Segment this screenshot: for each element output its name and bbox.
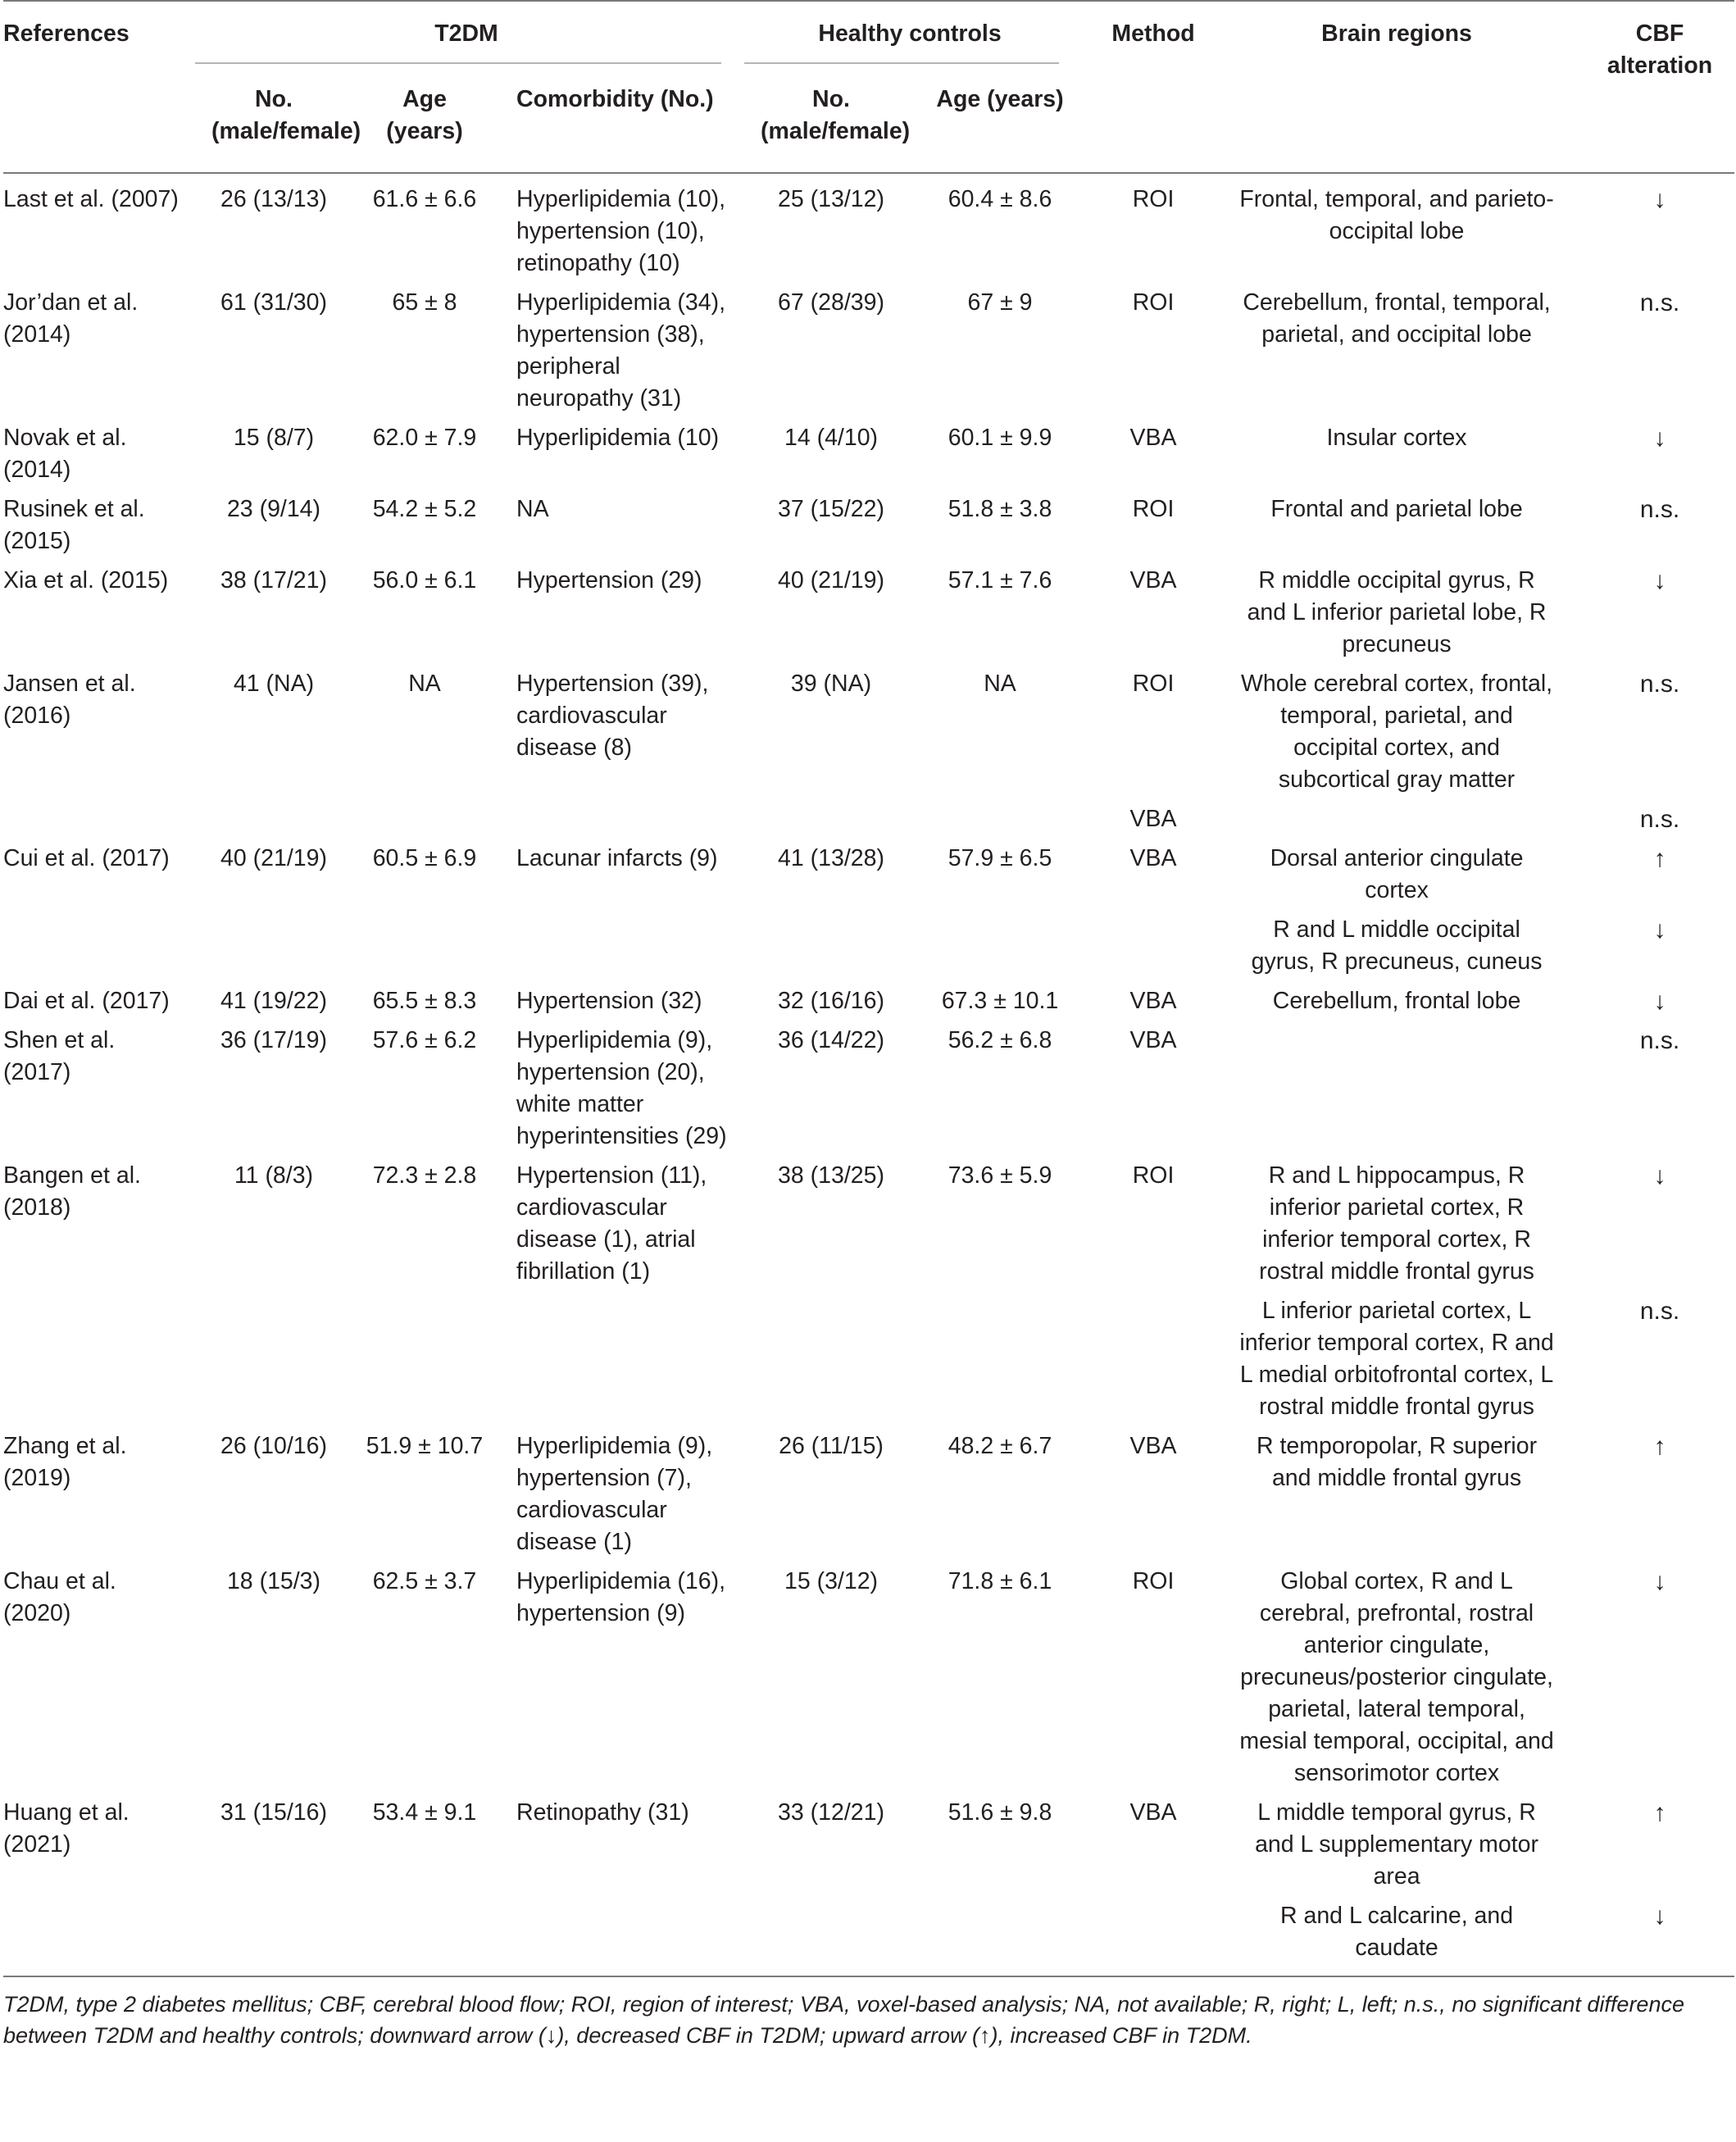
cell-hc-no: 36 (14/22) — [778, 1027, 884, 1053]
cell-cbf-alteration: n.s. — [1639, 671, 1680, 698]
header-cbf-alteration: CBF alteration — [1606, 20, 1713, 79]
cell-brain-regions: Global cortex, R and L cerebral, prefrontal, rostral anterior cingulate, precuneus/posterior cingulate, parietal, lateral temporal, mesial temporal, occipital, and sensorimotor cortex — [1239, 1568, 1554, 1786]
table-header — [3, 1, 1734, 173]
cell-method — [1079, 1897, 1228, 1976]
cell-cbf-alteration: n.s. — [1639, 1298, 1680, 1325]
cell-method: VBA — [1129, 425, 1177, 451]
cell-t2dm-age: 54.2 ± 5.2 — [372, 496, 477, 522]
cell-hc-no — [741, 1292, 921, 1427]
cell-method: VBA — [1129, 1799, 1177, 1826]
cell-method: VBA — [1129, 806, 1177, 832]
cell-hc-age: 60.1 ± 9.9 — [948, 425, 1052, 451]
cell-reference — [3, 911, 192, 982]
table-body — [3, 173, 1734, 1976]
cell-hc-age: 51.8 ± 3.8 — [948, 496, 1052, 522]
cell-t2dm-no: 36 (17/19) — [220, 1027, 327, 1053]
cell-brain-regions: L middle temporal gyrus, R and L supplementary motor area — [1255, 1799, 1538, 1890]
cell-comorbidity: Hypertension (11), cardiovascular disease (1), atrial fibrillation (1) — [516, 1162, 707, 1285]
cell-brain-regions: Whole cerebral cortex, frontal, temporal, parietal, and occipital cortex, and subcortical gray matter — [1240, 671, 1553, 793]
table-row — [3, 982, 1734, 1021]
cell-reference: Novak et al. (2014) — [3, 425, 127, 483]
cell-t2dm-age: 72.3 ± 2.8 — [372, 1162, 477, 1189]
cell-brain-regions: L inferior parietal cortex, L inferior temporal cortex, R and L medial orbitofrontal cortex, L rostral middle frontal gyrus — [1239, 1298, 1554, 1420]
cell-cbf-alteration: n.s. — [1639, 1027, 1680, 1054]
table-row — [3, 1292, 1734, 1427]
cell-t2dm-no: 26 (10/16) — [220, 1433, 327, 1459]
cell-reference — [3, 1897, 192, 1976]
cell-t2dm-age: 61.6 ± 6.6 — [372, 186, 477, 212]
cell-hc-no — [741, 800, 921, 839]
cell-t2dm-no — [192, 1897, 356, 1976]
cell-reference: Dai et al. (2017) — [3, 988, 170, 1014]
header-brain-regions: Brain regions — [1321, 20, 1472, 47]
cell-comorbidity: Hypertension (29) — [516, 567, 702, 593]
cell-brain-regions: Insular cortex — [1326, 425, 1467, 451]
cell-t2dm-age: 60.5 ± 6.9 — [372, 845, 477, 871]
cell-t2dm-no: 11 (8/3) — [234, 1162, 314, 1189]
cell-t2dm-age: 51.9 ± 10.7 — [366, 1433, 484, 1459]
cell-t2dm-no — [192, 1292, 356, 1427]
cbf-studies-table — [3, 0, 1734, 1977]
cell-brain-regions: Frontal and parietal lobe — [1270, 496, 1523, 522]
cell-t2dm-age — [356, 1292, 493, 1427]
cell-reference: Jansen et al. (2016) — [3, 671, 136, 729]
cell-hc-age — [921, 800, 1079, 839]
cell-method: ROI — [1132, 1568, 1175, 1594]
cell-hc-no — [741, 1897, 921, 1976]
cell-comorbidity: Hyperlipidemia (9), hypertension (20), white matter hyperintensities (29) — [516, 1027, 727, 1149]
cell-comorbidity: Hyperlipidemia (9), hypertension (7), cardiovascular disease (1) — [516, 1433, 713, 1555]
cell-reference: Bangen et al. (2018) — [3, 1162, 141, 1221]
cell-hc-no: 67 (28/39) — [778, 289, 884, 316]
cell-brain-regions: R temporopolar, R superior and middle frontal gyrus — [1256, 1433, 1538, 1491]
table-row — [3, 562, 1734, 665]
cell-reference: Shen et al. (2017) — [3, 1027, 116, 1085]
cell-hc-age: NA — [984, 671, 1016, 697]
cell-t2dm-no — [192, 800, 356, 839]
header-method: Method — [1111, 20, 1195, 47]
cell-comorbidity: Hypertension (39), cardiovascular disease (8) — [516, 671, 709, 761]
cell-hc-age — [921, 1897, 1079, 1976]
cell-method — [1079, 1292, 1228, 1427]
cell-hc-age: 56.2 ± 6.8 — [948, 1027, 1052, 1053]
cell-comorbidity: Hyperlipidemia (16), hypertension (9) — [516, 1568, 726, 1626]
cell-cbf-alteration: n.s. — [1639, 289, 1680, 316]
cell-hc-no: 39 (NA) — [790, 671, 872, 697]
table-row — [3, 665, 1734, 800]
cell-hc-no: 41 (13/28) — [778, 845, 884, 871]
table-row — [3, 1562, 1734, 1794]
cell-hc-age: 71.8 ± 6.1 — [948, 1568, 1052, 1594]
cell-cbf-alteration: ↑ — [1653, 845, 1666, 872]
cell-reference: Jor’dan et al. (2014) — [3, 289, 139, 348]
cell-t2dm-age — [356, 911, 493, 982]
cell-cbf-alteration: ↓ — [1653, 567, 1666, 594]
cell-reference: Cui et al. (2017) — [3, 845, 170, 871]
cell-cbf-alteration: ↑ — [1653, 1433, 1666, 1460]
cell-brain-regions: Cerebellum, frontal, temporal, parietal, and occipital lobe — [1243, 289, 1551, 348]
header-healthy-controls: Healthy controls — [741, 1, 1079, 64]
cell-comorbidity: Hyperlipidemia (10), hypertension (10), retinopathy (10) — [516, 186, 726, 276]
cell-hc-age: 51.6 ± 9.8 — [948, 1799, 1052, 1826]
table-row — [3, 911, 1734, 982]
cell-reference: Xia et al. (2015) — [3, 567, 169, 593]
cell-hc-no: 25 (13/12) — [778, 186, 884, 212]
table-row — [3, 173, 1734, 284]
table-row — [3, 1897, 1734, 1976]
cell-cbf-alteration: ↓ — [1653, 988, 1666, 1015]
table-row — [3, 1427, 1734, 1562]
cell-reference — [3, 800, 192, 839]
cell-cbf-alteration: ↓ — [1653, 916, 1666, 944]
header-t2dm-no: No. (male/female) — [211, 86, 361, 144]
cell-method: VBA — [1129, 845, 1177, 871]
header-references: References — [3, 20, 130, 47]
cell-hc-age: 67.3 ± 10.1 — [941, 988, 1059, 1014]
cell-cbf-alteration: ↑ — [1653, 1799, 1666, 1826]
cell-reference: Zhang et al. (2019) — [3, 1433, 127, 1491]
cell-t2dm-no: 18 (15/3) — [226, 1568, 321, 1594]
cell-brain-regions: Frontal, temporal, and parieto-occipital lobe — [1239, 186, 1554, 244]
cell-t2dm-no: 41 (19/22) — [220, 988, 327, 1014]
cell-t2dm-age — [356, 800, 493, 839]
table-row — [3, 1021, 1734, 1157]
cell-brain-regions — [1228, 1021, 1566, 1157]
table-row — [3, 1157, 1734, 1292]
cell-t2dm-age: NA — [408, 671, 441, 697]
cell-cbf-alteration: ↓ — [1653, 1568, 1666, 1595]
cell-reference: Last et al. (2007) — [3, 186, 179, 212]
header-comorbidity: Comorbidity (No.) — [516, 86, 714, 112]
table-row — [3, 800, 1734, 839]
cell-t2dm-no: 23 (9/14) — [226, 496, 321, 522]
table-row — [3, 839, 1734, 911]
cell-t2dm-age: 65 ± 8 — [392, 289, 457, 316]
header-hc-no: No. (male/female) — [761, 86, 911, 144]
cell-brain-regions: R middle occipital gyrus, R and L inferior parietal lobe, R precuneus — [1247, 567, 1547, 657]
cell-method: ROI — [1132, 671, 1175, 697]
cell-hc-no: 38 (13/25) — [778, 1162, 884, 1189]
cell-brain-regions — [1228, 800, 1566, 839]
cell-brain-regions: R and L calcarine, and caudate — [1279, 1903, 1514, 1961]
cell-t2dm-age: 65.5 ± 8.3 — [372, 988, 477, 1014]
cell-t2dm-no — [192, 911, 356, 982]
cell-cbf-alteration: n.s. — [1639, 496, 1680, 523]
cell-hc-age: 57.9 ± 6.5 — [948, 845, 1052, 871]
cell-cbf-alteration: ↓ — [1653, 425, 1666, 452]
header-hc-age: Age (years) — [936, 86, 1064, 112]
cell-method: ROI — [1132, 496, 1175, 522]
cell-comorbidity: Hypertension (32) — [516, 988, 702, 1014]
cell-hc-no: 33 (12/21) — [778, 1799, 884, 1826]
cell-t2dm-no: 38 (17/21) — [220, 567, 327, 593]
cell-hc-no: 26 (11/15) — [779, 1433, 884, 1459]
cell-hc-age: 48.2 ± 6.7 — [948, 1433, 1052, 1459]
cell-brain-regions: R and L middle occipital gyrus, R precuneus, cuneus — [1251, 916, 1543, 975]
cell-reference — [3, 1292, 192, 1427]
cell-method: VBA — [1129, 988, 1177, 1014]
cell-comorbidity — [493, 800, 741, 839]
cell-t2dm-no: 61 (31/30) — [220, 289, 327, 316]
cell-method: VBA — [1129, 1027, 1177, 1053]
cell-hc-age: 57.1 ± 7.6 — [948, 567, 1052, 593]
cell-comorbidity: Lacunar infarcts (9) — [516, 845, 718, 871]
cell-hc-age: 73.6 ± 5.9 — [948, 1162, 1052, 1189]
cell-t2dm-age: 62.0 ± 7.9 — [372, 425, 477, 451]
cell-reference: Chau et al. (2020) — [3, 1568, 116, 1626]
cell-t2dm-no: 26 (13/13) — [220, 186, 327, 212]
cell-comorbidity — [493, 1897, 741, 1976]
cell-reference: Huang et al. (2021) — [3, 1799, 130, 1858]
cell-t2dm-age: 57.6 ± 6.2 — [372, 1027, 477, 1053]
table-row — [3, 284, 1734, 419]
cell-hc-age — [921, 911, 1079, 982]
cell-cbf-alteration: n.s. — [1639, 806, 1680, 833]
cell-cbf-alteration: ↓ — [1653, 1903, 1666, 1930]
header-t2dm: T2DM — [192, 1, 741, 64]
cell-method: ROI — [1132, 1162, 1175, 1189]
cell-reference: Rusinek et al. (2015) — [3, 496, 145, 554]
cell-method: ROI — [1132, 289, 1175, 316]
cell-cbf-alteration: ↓ — [1653, 1162, 1666, 1189]
table-row — [3, 490, 1734, 562]
cell-hc-no: 37 (15/22) — [778, 496, 884, 522]
cell-hc-no — [741, 911, 921, 982]
cell-method: ROI — [1132, 186, 1175, 212]
cell-t2dm-no: 31 (15/16) — [220, 1799, 327, 1826]
cell-brain-regions: R and L hippocampus, R inferior parietal cortex, R inferior temporal cortex, R rostral middle frontal gyrus — [1259, 1162, 1534, 1285]
cell-comorbidity: Hyperlipidemia (10) — [516, 425, 720, 451]
cell-hc-no: 32 (16/16) — [778, 988, 884, 1014]
cell-t2dm-age: 53.4 ± 9.1 — [372, 1799, 477, 1826]
cell-comorbidity — [493, 911, 741, 982]
cell-t2dm-age — [356, 1897, 493, 1976]
cell-hc-age: 60.4 ± 8.6 — [948, 186, 1052, 212]
cell-method — [1079, 911, 1228, 982]
cell-hc-no: 15 (3/12) — [784, 1568, 879, 1594]
cell-comorbidity: NA — [516, 496, 549, 522]
cell-t2dm-no: 15 (8/7) — [233, 425, 315, 451]
table-row — [3, 1794, 1734, 1897]
cell-comorbidity: Hyperlipidemia (34), hypertension (38), peripheral neuropathy (31) — [516, 289, 726, 412]
cell-t2dm-age: 62.5 ± 3.7 — [372, 1568, 477, 1594]
table-footnote: T2DM, type 2 diabetes mellitus; CBF, cerebral blood flow; ROI, region of interest; VBA, voxel-based analysis; NA, not available; R, right; L, left; n.s., no significant difference between T2DM and healthy controls; downward arrow (↓), decreased CBF in T2DM; upward arrow (↑), increased CBF in T2DM. — [3, 1992, 1684, 2048]
cell-brain-regions: Dorsal anterior cingulate cortex — [1270, 845, 1524, 903]
cell-comorbidity: Retinopathy (31) — [516, 1799, 689, 1826]
cell-t2dm-no: 41 (NA) — [233, 671, 315, 697]
table-row — [3, 419, 1734, 490]
cell-method: VBA — [1129, 1433, 1177, 1459]
cell-hc-age: 67 ± 9 — [967, 289, 1033, 316]
cell-method: VBA — [1129, 567, 1177, 593]
header-t2dm-age: Age (years) — [386, 86, 463, 144]
cell-cbf-alteration: ↓ — [1653, 186, 1666, 213]
cell-hc-no: 14 (4/10) — [784, 425, 879, 451]
cell-hc-no: 40 (21/19) — [778, 567, 884, 593]
cell-hc-age — [921, 1292, 1079, 1427]
cell-t2dm-no: 40 (21/19) — [220, 845, 327, 871]
cell-comorbidity — [493, 1292, 741, 1427]
cell-t2dm-age: 56.0 ± 6.1 — [372, 567, 477, 593]
cell-brain-regions: Cerebellum, frontal lobe — [1272, 988, 1521, 1014]
